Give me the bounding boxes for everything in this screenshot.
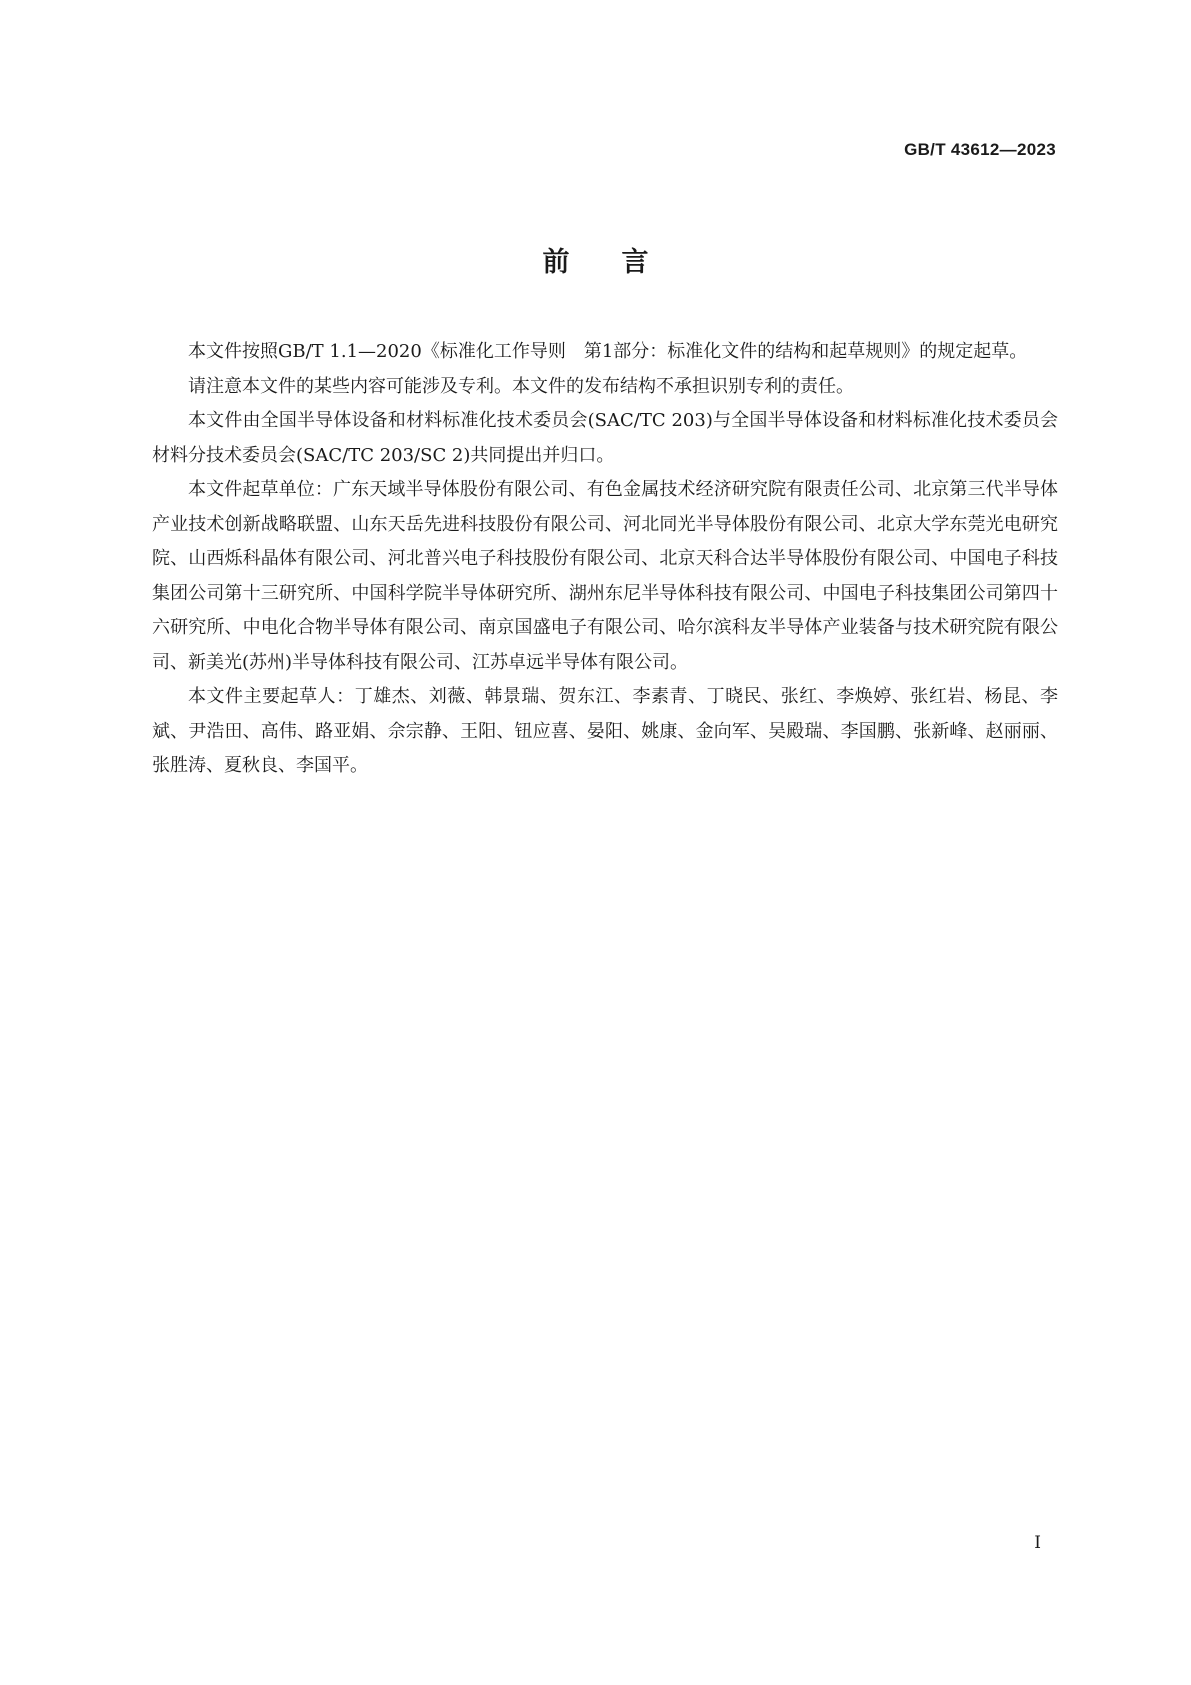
document-code: GB/T 43612—2023: [904, 140, 1056, 159]
page-title: 前言: [542, 247, 701, 278]
paragraph-drafting-units: 本文件起草单位：广东天域半导体股份有限公司、有色金属技术经济研究院有限责任公司、北京第三代半导体产业技术创新战略联盟、山东天岳先进科技股份有限公司、河北同光半导体股份有限公司、北京大学东莞光电研究院、山西烁科晶体有限公司、河北普兴电子科技股份有限公司、北京天科合达半导体股份有限公司、中国电子科技集团公司第十三研究所、中国科学院半导体研究所、湖州东尼半导体科技有限公司、中国电子科技集团公司第四十六研究所、中电化合物半导体有限公司、南京国盛电子有限公司、哈尔滨科友半导体产业装备与技术研究院有限公司、新美光(苏州)半导体科技有限公司、江苏卓远半导体有限公司。: [152, 479, 1058, 673]
page-number: I: [1034, 1533, 1041, 1553]
paragraph-proposer: 本文件由全国半导体设备和材料标准化技术委员会(SAC/TC 203)与全国半导体设备和材料标准化技术委员会材料分技术委员会(SAC/TC 203/SC 2)共同提出并归口。: [152, 410, 1058, 466]
paragraph-drafting-rules: 本文件按照GB/T 1.1—2020《标准化工作导则 第1部分：标准化文件的结构和起草规则》的规定起草。: [188, 341, 1028, 362]
foreword-body: [152, 335, 1058, 784]
paragraph-patent-notice: 请注意本文件的某些内容可能涉及专利。本文件的发布结构不承担识别专利的责任。: [188, 375, 854, 397]
paragraph-drafters: 本文件主要起草人：丁雄杰、刘薇、韩景瑞、贺东江、李素青、丁晓民、张红、李焕婷、张红岩、杨昆、李斌、尹浩田、高伟、路亚娟、佘宗静、王阳、钮应喜、晏阳、姚康、金向军、吴殿瑞、李国鹏、张新峰、赵丽丽、张胜涛、夏秋良、李国平。: [152, 686, 1058, 776]
